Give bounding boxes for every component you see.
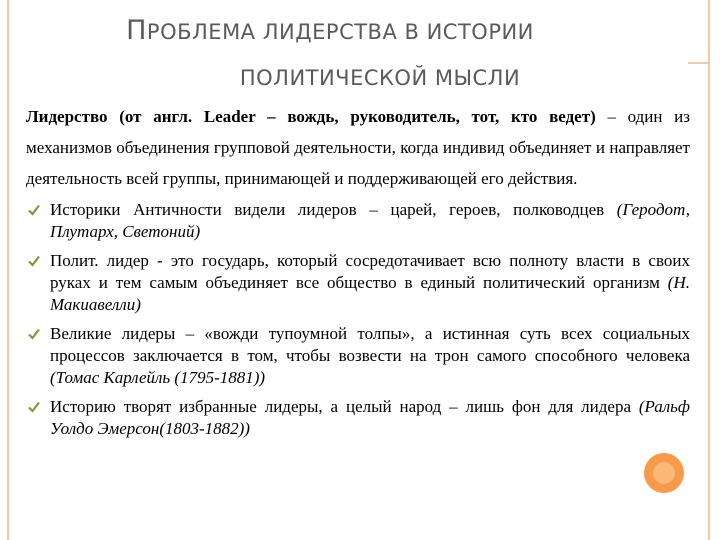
left-decorative-rule (7, 0, 9, 540)
bullet-reference: (Н. Макиавелли) (50, 273, 690, 314)
bullet-reference: (Томас Карлейль (1795-1881)) (50, 368, 266, 387)
bullet-text: Полит. лидер - это государь, который сосредотачивает всю полноту власти в своих руках и тем самым объединяет все общество в единый политический организм (50, 251, 690, 292)
checkmark-icon (28, 401, 40, 413)
title-line-1-text: РОБЛЕМА ЛИДЕРСТВА В ИСТОРИИ (146, 20, 534, 44)
list-item (26, 250, 690, 316)
list-item (26, 199, 690, 243)
checkmark-icon (28, 328, 40, 340)
checkmark-icon (28, 255, 40, 267)
definition-term: Лидерство (от англ. Leader – вождь, руководитель, тот, кто ведет) (26, 107, 596, 126)
bullet-list (26, 199, 690, 440)
slide-body (26, 101, 690, 440)
title-initial: П (126, 15, 147, 46)
list-item (26, 396, 690, 440)
bullet-reference: (Геродот, Плутарх, Светоний) (50, 200, 690, 241)
title-line-2: ПОЛИТИЧЕСКОЙ МЫСЛИ (239, 66, 521, 90)
bullet-text: Историю творят избранные лидеры, а целый народ – лишь фон для лидера (50, 397, 639, 416)
definition-text: – один из механизмов объединения групповой деятельности, когда индивид объединяет и направляет деятельность всей группы, принимающей и поддерживающей его действия. (26, 107, 690, 188)
title-line-1 (0, 8, 680, 55)
definition-paragraph (26, 101, 690, 194)
accent-circle-inner (653, 462, 675, 484)
title-divider (688, 62, 708, 64)
right-decorative-rule (708, 0, 710, 540)
bullet-text: Историки Античности видели лидеров – царей, героев, полководцев (50, 200, 617, 219)
list-item (26, 323, 690, 389)
bullet-reference: (Ральф Уолдо Эмерсон(1803-1882)) (50, 397, 690, 438)
bullet-text: Великие лидеры – «вожди тупоумной толпы», а истинная суть всех социальных процессов заключается в том, чтобы возвести на трон самого способного человека (50, 324, 690, 365)
slide-title (40, 8, 680, 101)
checkmark-icon (28, 204, 40, 216)
